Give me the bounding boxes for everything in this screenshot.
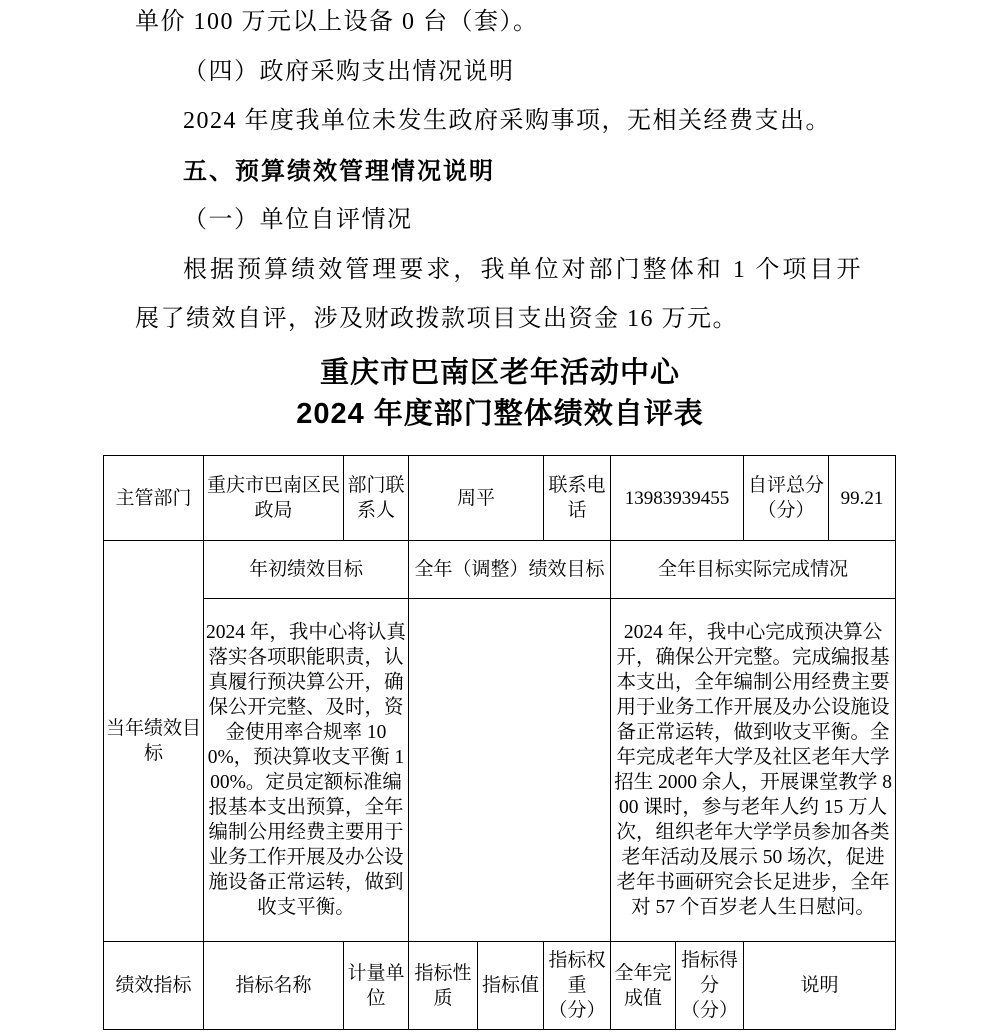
score-label-cell: 自评总分（分） bbox=[744, 456, 829, 541]
paragraph-procurement: 2024 年度我单位未发生政府采购事项，无相关经费支出。 bbox=[183, 108, 831, 134]
header-remarks: 说明 bbox=[744, 942, 896, 1030]
paragraph-equipment: 单价 100 万元以上设备 0 台（套）。 bbox=[135, 9, 539, 35]
header-weight: 指标权重（分） bbox=[544, 942, 611, 1030]
table-title-org: 重庆市巴南区老年活动中心 bbox=[319, 357, 680, 389]
section-heading-procurement: （四）政府采购支出情况说明 bbox=[183, 58, 515, 85]
self-evaluation-table bbox=[103, 455, 896, 1030]
score-value-cell: 99.21 bbox=[829, 456, 896, 541]
contact-value-cell: 周平 bbox=[409, 456, 544, 541]
paragraph-self-eval-line2: 展了绩效自评，涉及财政拨款项目支出资金 16 万元。 bbox=[135, 306, 738, 332]
header-score: 指标得分（分） bbox=[676, 942, 744, 1030]
header-target-value: 指标值 bbox=[478, 942, 544, 1030]
phone-label-cell: 联系电话 bbox=[544, 456, 611, 541]
table-row-goal-headers bbox=[104, 541, 896, 599]
header-indicator-name: 指标名称 bbox=[204, 942, 344, 1030]
section-heading-performance: 五、预算绩效管理情况说明 bbox=[183, 157, 495, 185]
indicator-row-label-cell: 绩效指标 bbox=[104, 942, 204, 1030]
goal-actual-header-cell: 全年目标实际完成情况 bbox=[611, 541, 896, 599]
phone-value-cell: 13983939455 bbox=[611, 456, 744, 541]
table-title-name: 2024 年度部门整体绩效自评表 bbox=[296, 398, 704, 430]
section-heading-self-eval: （一）单位自评情况 bbox=[183, 207, 413, 233]
goal-initial-text-cell: 2024 年，我中心将认真落实各项职能职责，认真履行预决算公开，确保公开完整、及时，资金使用率合规率 100%，预决算收支平衡 100%。定员定额标准编报基本支出预算，全年编制公用经费主要用于业务工作开展及办公设施设备正常运转，做到收支平衡。 bbox=[204, 599, 409, 942]
table-row-goal-content bbox=[104, 599, 896, 942]
goal-adjusted-text-cell bbox=[409, 599, 611, 942]
goal-row-label-cell: 当年绩效目标 bbox=[104, 541, 204, 942]
header-completion-value: 全年完成值 bbox=[611, 942, 676, 1030]
body-text-block bbox=[135, 0, 862, 345]
dept-value-cell: 重庆市巴南区民政局 bbox=[204, 456, 344, 541]
table-row-indicator-headers bbox=[104, 942, 896, 1030]
table-title-block bbox=[0, 353, 1000, 435]
header-nature: 指标性质 bbox=[409, 942, 478, 1030]
goal-actual-text-cell: 2024 年，我中心完成预决算公开，确保公开完整。完成编报基本支出，全年编制公用经费主要用于业务工作开展及办公设施设备正常运转，做到收支平衡。全年完成老年大学及社区老年大学招生 2000 余人，开展课堂教学 800 课时，参与老年人约 15 万人次，组织老年大学学员参加各类老年活动及展示 50 场次，促进老年书画研究会长足进步，全年对 57 个百岁老人生日慰问。 bbox=[611, 599, 896, 942]
goal-initial-header-cell: 年初绩效目标 bbox=[204, 541, 409, 599]
goal-adjusted-header-cell: 全年（调整）绩效目标 bbox=[409, 541, 611, 599]
dept-label-cell: 主管部门 bbox=[104, 456, 204, 541]
contact-label-cell: 部门联系人 bbox=[344, 456, 409, 541]
paragraph-self-eval-line1: 根据预算绩效管理要求，我单位对部门整体和 1 个项目开 bbox=[183, 256, 862, 283]
header-unit: 计量单位 bbox=[344, 942, 409, 1030]
table-row-info bbox=[104, 456, 896, 541]
